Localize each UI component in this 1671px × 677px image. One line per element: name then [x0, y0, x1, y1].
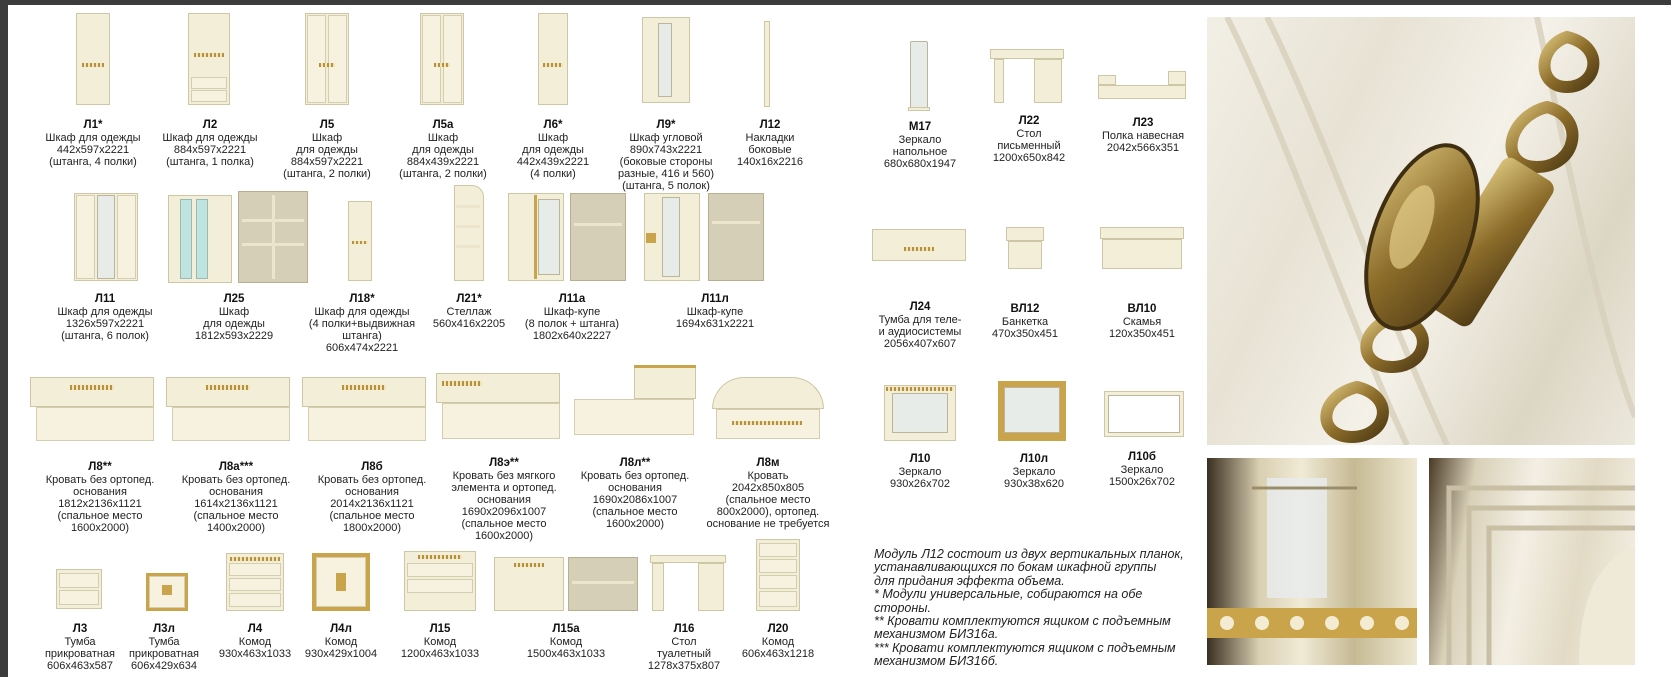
- item-l8e: [438, 457, 570, 542]
- item-l11a: [512, 293, 632, 342]
- item-code: Л6*: [543, 119, 563, 131]
- item-l10b: [1092, 451, 1192, 488]
- molding-icon: [1429, 458, 1635, 665]
- l8e-image: [436, 373, 560, 445]
- item-desc: Шкаф для одежды 884x597x2221 (штанга, 2 полки): [283, 132, 371, 180]
- l9-image: [642, 17, 690, 105]
- catalog-sheet: [8, 5, 1671, 677]
- item-code: Л9*: [656, 119, 676, 131]
- item-desc: Комод 606x463x1218: [741, 636, 815, 660]
- item-code: Л5а: [432, 119, 454, 131]
- item-l18: [300, 293, 424, 354]
- item-code: Л8б: [361, 461, 383, 473]
- item-code: Л25: [223, 293, 245, 305]
- item-code: Л1*: [83, 119, 103, 131]
- l8m-image: [712, 377, 824, 445]
- note-line: механизмом БИЗ16б.: [874, 654, 999, 669]
- item-l12: [728, 119, 812, 168]
- item-desc: Комод 1200x463x1033: [400, 636, 480, 660]
- item-l15: [388, 623, 492, 660]
- item-desc: Зеркало напольное 680x680x1947: [883, 134, 957, 170]
- item-code: Л4: [247, 623, 263, 635]
- item-l8m: [700, 457, 836, 530]
- item-l1: [28, 119, 158, 168]
- item-code: Л8а***: [218, 461, 254, 473]
- item-desc: Зеркало 930x26x702: [890, 466, 950, 490]
- item-code: Л15а: [552, 623, 580, 635]
- item-l15a: [514, 623, 618, 660]
- item-desc: Кровать без мягкого элемента и ортопед. основания 1690x2096x1007 (спальное место 1600x2000): [451, 470, 557, 542]
- item-vl10: [1094, 303, 1190, 340]
- l11a-image: [508, 193, 628, 285]
- item-desc: Тумба прикроватная 606x463x587: [44, 636, 116, 672]
- item-code: Л10: [909, 453, 931, 465]
- vl10-image: [1100, 227, 1184, 273]
- l12-image: [764, 21, 772, 109]
- item-desc: Комод 930x463x1033: [218, 636, 292, 660]
- l3-image: [56, 569, 102, 613]
- item-desc: Шкаф для одежды 442x439x2221 (4 полки): [516, 132, 590, 180]
- l10l-image: [998, 381, 1066, 441]
- item-l21: [424, 293, 514, 330]
- item-code: М17: [908, 121, 932, 133]
- item-code: Л10б: [1128, 451, 1156, 463]
- l11-image: [74, 193, 138, 285]
- item-l9: [608, 119, 724, 192]
- m17-image: [908, 41, 930, 113]
- item-desc: Шкаф для одежды 1326x597x2221 (штанга, 6 полок): [57, 306, 153, 342]
- l4-image: [226, 553, 284, 615]
- item-code: Л8л**: [619, 457, 651, 469]
- item-desc: Кровать без ортопед. основания 2014x2136x1121 (спальное место 1800x2000): [317, 474, 427, 534]
- item-code: Л3: [72, 623, 88, 635]
- item-desc: Тумба прикроватная 606x429x634: [128, 636, 200, 672]
- item-code: Л4л: [330, 623, 352, 635]
- item-code: ВЛ12: [1010, 303, 1040, 315]
- l15-image: [404, 551, 476, 615]
- l21-image: [454, 185, 484, 285]
- item-l22: [974, 115, 1084, 164]
- item-code: Л3л: [153, 623, 175, 635]
- item-desc: Банкетка 470x350x451: [991, 316, 1059, 340]
- item-l5a: [386, 119, 500, 180]
- ornament-icon: [1207, 458, 1417, 665]
- l3l-image: [146, 573, 188, 615]
- item-desc: Комод 930x429x1004: [304, 636, 378, 660]
- l20-image: [756, 539, 800, 615]
- item-desc: Шкаф для одежды 884x597x2221 (штанга, 1 полка): [162, 132, 258, 168]
- vl12-image: [1006, 227, 1044, 271]
- item-code: Л15: [429, 623, 451, 635]
- item-l3: [38, 623, 122, 672]
- l10b-image: [1104, 391, 1184, 437]
- item-code: Л8м: [756, 457, 780, 469]
- item-code: Л22: [1018, 115, 1040, 127]
- note-line: * Модули универсальные, собираются на обе: [874, 587, 1143, 602]
- l18-image: [348, 201, 372, 285]
- item-l23: [1088, 117, 1198, 154]
- l4l-image: [312, 553, 370, 615]
- l2-image: [188, 13, 230, 109]
- item-desc: Шкаф для одежды (4 полки+выдвижная штанга) 606x474x2221: [308, 306, 416, 354]
- item-desc: Зеркало 930x38x620: [1004, 466, 1064, 490]
- item-desc: Шкаф для одежды 1812x593x2229: [194, 306, 274, 342]
- l11l-image: [644, 193, 766, 285]
- note-line: Модуль Л12 состоит из двух вертикальных планок,: [874, 547, 1184, 561]
- footnotes: [874, 548, 1224, 669]
- item-desc: Шкаф для одежды 884x439x2221 (штанга, 2 полки): [399, 132, 487, 180]
- item-l8l: [568, 457, 702, 530]
- handle-icon: [1207, 17, 1635, 445]
- l10-image: [884, 385, 956, 441]
- item-code: ВЛ10: [1127, 303, 1157, 315]
- item-code: Л20: [767, 623, 789, 635]
- item-desc: Шкаф для одежды 442x597x2221 (штанга, 4 полки): [45, 132, 141, 168]
- l24-image: [872, 223, 966, 273]
- item-desc: Шкаф-купе 1694x631x2221: [675, 306, 755, 330]
- item-l10: [872, 453, 968, 490]
- item-l2: [146, 119, 274, 168]
- item-desc: Кровать без ортопед. основания 1812x2136x1121 (спальное место 1600x2000): [45, 474, 155, 534]
- item-desc: Кровать без ортопед. основания 1690x2086x1007 (спальное место 1600x2000): [580, 470, 690, 530]
- item-l20: [726, 623, 830, 660]
- item-l11: [40, 293, 170, 342]
- item-code: Л2: [202, 119, 218, 131]
- item-code: Л10л: [1019, 453, 1049, 465]
- item-desc: Полка навесная 2042x566x351: [1101, 130, 1185, 154]
- note-line: устанавливающихся по бокам шкафной группы: [874, 560, 1157, 575]
- note-line: механизмом БИЗ16а.: [874, 627, 999, 642]
- cornice-detail-photo: [1429, 458, 1635, 665]
- handle-closeup-photo: [1207, 17, 1635, 445]
- item-code: Л11: [94, 293, 116, 305]
- item-desc: Комод 1500x463x1033: [526, 636, 606, 660]
- item-code: Л8э**: [489, 457, 519, 469]
- item-desc: Тумба для теле- и аудиосистемы 2056x407x607: [878, 314, 962, 350]
- l16-image: [650, 555, 726, 613]
- l8l-image: [574, 365, 700, 447]
- item-desc: Скамья 120x350x451: [1108, 316, 1176, 340]
- item-l3l: [122, 623, 206, 672]
- item-l10l: [986, 453, 1082, 490]
- item-code: Л16: [673, 623, 695, 635]
- l8a-image: [166, 377, 290, 445]
- l5-image: [305, 13, 349, 109]
- l1-image: [76, 13, 110, 109]
- item-desc: Шкаф угловой 890x743x2221 (боковые стороны разные, 416 и 560) (штанга, 5 полок): [618, 132, 714, 192]
- note-line: ** Кровати комплектуются ящиком с подъемным: [874, 614, 1171, 629]
- item-m17: [868, 121, 972, 170]
- l15a-image: [494, 557, 638, 615]
- l5a-image: [420, 13, 464, 109]
- item-desc: Стол письменный 1200x650x842: [992, 128, 1066, 164]
- note-line: *** Кровати комплектуются ящиком с подъемным: [874, 640, 1176, 655]
- item-l11l: [660, 293, 770, 330]
- item-l8b: [306, 461, 438, 534]
- item-l25: [184, 293, 284, 342]
- item-desc: Кровать 2042x850x805 (спальное место 800x2000), ортопед. основание не требуется: [706, 470, 830, 530]
- item-code: Л11а: [558, 293, 586, 305]
- item-desc: Стол туалетный 1278x375x807: [647, 636, 721, 672]
- item-code: Л21*: [456, 293, 482, 305]
- l8-image: [30, 377, 154, 445]
- l8b-image: [302, 377, 426, 445]
- l6-image: [538, 13, 568, 109]
- item-l8: [34, 461, 166, 534]
- item-code: Л24: [909, 301, 931, 313]
- item-l16: [636, 623, 732, 672]
- item-l4: [208, 623, 302, 660]
- item-vl12: [980, 303, 1070, 340]
- item-l6: [505, 119, 601, 180]
- note-line: для придания эффекта объема.: [874, 573, 1065, 588]
- item-l4l: [294, 623, 388, 660]
- item-desc: Шкаф-купе (8 полок + штанга) 1802x640x2227: [524, 306, 620, 342]
- item-desc: Зеркало 1500x26x702: [1108, 464, 1176, 488]
- item-code: Л18*: [349, 293, 375, 305]
- item-desc: Кровать без ортопед. основания 1614x2136x1121 (спальное место 1400x2000): [181, 474, 291, 534]
- l23-image: [1098, 69, 1186, 103]
- item-code: Л23: [1132, 117, 1154, 129]
- item-code: Л11л: [701, 293, 729, 305]
- item-code: Л8**: [88, 461, 112, 473]
- wardrobe-interior-photo: [1207, 458, 1417, 665]
- item-desc: Накладки боковые 140x16x2216: [736, 132, 804, 168]
- note-line: стороны.: [874, 600, 931, 615]
- l22-image: [990, 49, 1064, 105]
- item-code: Л12: [759, 119, 781, 131]
- item-l5: [270, 119, 384, 180]
- l25-image: [168, 191, 318, 287]
- item-desc: Стеллаж 560x416x2205: [432, 306, 506, 330]
- item-code: Л5: [319, 119, 335, 131]
- item-l8a: [170, 461, 302, 534]
- item-l24: [870, 301, 970, 350]
